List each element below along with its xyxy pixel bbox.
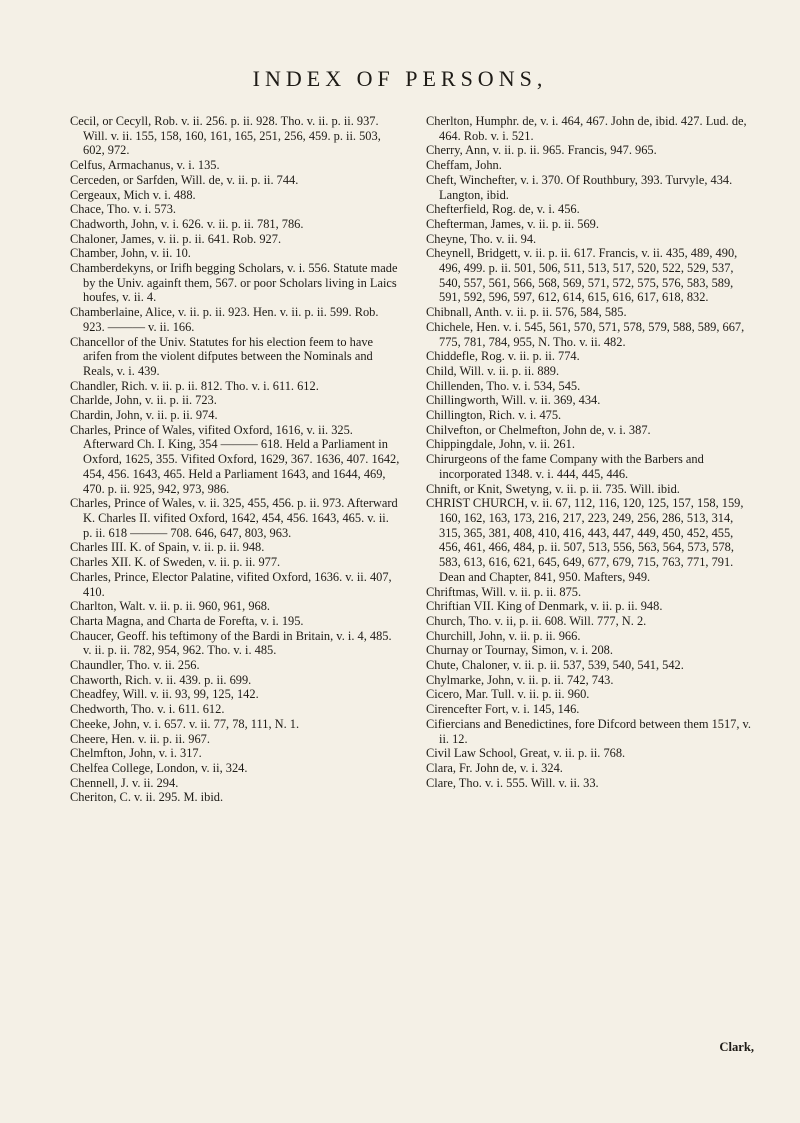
index-entry: Chamber, John, v. ii. 10. — [70, 246, 191, 261]
index-entry: Civil Law School, Great, v. ii. p. ii. 768. — [426, 746, 626, 761]
left-column — [70, 114, 400, 805]
index-entry: Chichele, Hen. v. i. 545, 561, 570, 571, 578, 579, 588, 589, 667, 775, 781, 784, 955, N. Tho. v. ii. 482. — [426, 319, 745, 349]
index-entry: Charlton, Walt. v. ii. p. ii. 960, 961, 968. — [70, 599, 270, 614]
index-entry: Cheft, Winchefter, v. i. 370. Of Routhbury, 393. Turvyle, 434. Langton, ibid. — [426, 172, 733, 202]
index-entry: Chilvefton, or Chelmefton, John de, v. i. 387. — [426, 422, 651, 437]
index-entry: Chefterman, James, v. ii. p. ii. 569. — [426, 216, 599, 231]
index-entry: Chnift, or Knit, Swetyng, v. ii. p. ii. 735. Will. ibid. — [426, 481, 680, 496]
index-entry: Chillingworth, Will. v. ii. 369, 434. — [426, 393, 601, 408]
index-entry: Chibnall, Anth. v. ii. p. ii. 576, 584, 585. — [426, 305, 627, 320]
index-entry: Chedworth, Tho. v. i. 611. 612. — [70, 702, 225, 717]
index-entry: Chaworth, Rich. v. ii. 439. p. ii. 699. — [70, 672, 252, 687]
index-entry: Cheffam, John. — [426, 158, 502, 173]
index-entry: Chaloner, James, v. ii. p. ii. 641. Rob. 927. — [70, 231, 282, 246]
index-entry: Chadworth, John, v. i. 626. v. ii. p. ii. 781, 786. — [70, 216, 304, 231]
index-entry: Church, Tho. v. ii, p. ii. 608. Will. 777, N. 2. — [426, 613, 647, 628]
index-entry: Chennell, J. v. ii. 294. — [70, 775, 179, 790]
index-entry: Chippingdale, John, v. ii. 261. — [426, 437, 575, 452]
index-entry: Chiddefle, Rog. v. ii. p. ii. 774. — [426, 349, 580, 364]
index-entry: Cheynell, Bridgett, v. ii. p. ii. 617. Francis, v. ii. 435, 489, 490, 496, 499. p. ii. 501, 506, 511, 513, 517, 520, 522, 529, 537, 540, 557, 561, 566, 568, 569, 571, 572, 575, 576, 583, 589, 591, 592, 596, 597, 612, 614, 615, 616, 617, 618, 832. — [426, 246, 738, 305]
index-entry: Chamberlaine, Alice, v. ii. p. ii. 923. Hen. v. ii. p. ii. 599. Rob. 923. ——— v. ii. 166. — [70, 305, 379, 334]
index-entry: Cheere, Hen. v. ii. p. ii. 967. — [70, 731, 210, 746]
index-entry: Cicero, Mar. Tull. v. ii. p. ii. 960. — [426, 687, 590, 702]
index-entry: Cirencefter Fort, v. i. 145, 146. — [426, 702, 580, 717]
index-entry: Charles III. K. of Spain, v. ii. p. ii. 948. — [70, 540, 265, 555]
index-entry: Chandler, Rich. v. ii. p. ii. 812. Tho. v. i. 611. 612. — [70, 378, 319, 393]
index-entry: Cherry, Ann, v. ii. p. ii. 965. Francis, 947. 965. — [426, 143, 657, 158]
page-header: INDEX OF PERSONS, — [252, 66, 548, 91]
index-entry: Churnay or Tournay, Simon, v. i. 208. — [426, 643, 613, 658]
index-entry: Clara, Fr. John de, v. i. 324. — [426, 760, 563, 775]
index-entry: Chelmfton, John, v. i. 317. — [70, 746, 202, 761]
catchword: Clark, — [719, 1040, 754, 1054]
index-entry: Cecil, or Cecyll, Rob. v. ii. 256. p. ii. 928. Tho. v. ii. p. ii. 937. Will. v. ii. 155, 158, 160, 161, 165, 251, 256, 459. p. ii. 503, 602, 972. — [70, 114, 381, 158]
index-entry: Chylmarke, John, v. ii. p. ii. 742, 743. — [426, 672, 614, 687]
index-entry: Chute, Chaloner, v. ii. p. ii. 537, 539, 540, 541, 542. — [426, 658, 684, 673]
index-entry: Cheadfey, Will. v. ii. 93, 99, 125, 142. — [70, 687, 259, 702]
index-entry: Chriftmas, Will. v. ii. p. ii. 875. — [426, 584, 582, 599]
index-entry: Cherlton, Humphr. de, v. i. 464, 467. John de, ibid. 427. Lud. de, 464. Rob. v. i. 521. — [426, 114, 747, 143]
index-entry: Cheyne, Tho. v. ii. 94. — [426, 231, 537, 246]
index-entry: Chardin, John, v. ii. p. ii. 974. — [70, 408, 218, 423]
index-entry: Cheriton, C. v. ii. 295. M. ibid. — [70, 790, 224, 805]
index-entry: Cheeke, John, v. i. 657. v. ii. 77, 78, 111, N. 1. — [70, 716, 300, 731]
index-entry: Charlde, John, v. ii. p. ii. 723. — [70, 393, 217, 408]
index-entry: Child, Will. v. ii. p. ii. 889. — [426, 363, 560, 378]
index-entry: CHRIST CHURCH, v. ii. 67, 112, 116, 120, 125, 157, 158, 159, 160, 162, 163, 173, 216, 217, 223, 249, 256, 286, 513, 314, 315, 365, 381, 408, 410, 416, 443, 447, 449, 450, 452, 455, 456, 461, 466, 484, p. ii. 507, 513, 556, 563, 564, 573, 578, 583, 613, 616, 621, 645, 649, 677, 679, 715, 763, 771, 791. Dean and Chapter, 841, 950. Mafters, 949. — [426, 496, 744, 584]
index-entry: Chaucer, Geoff. his teftimony of the Bardi in Britain, v. i. 4, 485. v. ii. p. ii. 782, 954, 962. Tho. v. i. 485. — [70, 628, 392, 658]
index-entry: Chelfea College, London, v. ii, 324. — [70, 760, 248, 775]
index-entry: Charles, Prince, Elector Palatine, vifited Oxford, 1636. v. ii. 407, 410. — [70, 569, 392, 599]
right-column — [426, 114, 756, 790]
index-entry: Cifiercians and Benedictines, fore Difcord between them 1517, v. ii. 12. — [426, 716, 752, 746]
index-entry: Charles, Prince of Wales, v. ii. 325, 455, 456. p. ii. 973. Afterward K. Charles II. vifited Oxford, 1642, 454, 456. 1643, 465. v. ii. p. ii. 618 ——— 708. 646, 647, 803, 963. — [70, 496, 398, 540]
index-entry: Charles, Prince of Wales, vifited Oxford, 1616, v. ii. 325. Afterward Ch. I. King, 354 ——— 618. Held a Parliament in Oxford, 1625, 355. Vifited Oxford, 1629, 367. 1636, 407. 1642, 454, 456. 1643, 465. Held a Parliament 1643, and 1644, 469, 470. p. ii. 925, 942, 973, 986. — [70, 422, 400, 496]
index-entry: Chillenden, Tho. v. i. 534, 545. — [426, 378, 581, 393]
index-entry: Charles XII. K. of Sweden, v. ii. p. ii. 977. — [70, 555, 281, 570]
index-entry: Chancellor of the Univ. Statutes for his election feem to have arifen from the violent difputes between the Nominals and Reals, v. i. 439. — [70, 334, 374, 378]
index-entry: Chefterfield, Rog. de, v. i. 456. — [426, 202, 580, 217]
index-entry: Chace, Tho. v. i. 573. — [70, 202, 176, 217]
index-entry: Chaundler, Tho. v. ii. 256. — [70, 658, 200, 673]
index-entry: Chriftian VII. King of Denmark, v. ii. p. ii. 948. — [426, 599, 663, 614]
index-entry: Chamberdekyns, or Irifh begging Scholars, v. i. 556. Statute made by the Univ. againft them, 567. or poor Scholars living in Laics houfes, v. ii. 4. — [70, 261, 398, 305]
index-entry: Cergeaux, Mich v. i. 488. — [70, 187, 196, 202]
index-entry: Clare, Tho. v. i. 555. Will. v. ii. 33. — [426, 775, 599, 790]
index-entry: Chillington, Rich. v. i. 475. — [426, 408, 562, 423]
index-entry: Chirurgeons of the fame Company with the Barbers and incorporated 1348. v. i. 444, 445, 446. — [426, 452, 704, 481]
index-entry: Charta Magna, and Charta de Forefta, v. i. 195. — [70, 613, 304, 628]
index-entry: Celfus, Armachanus, v. i. 135. — [70, 158, 220, 173]
index-entry: Cerceden, or Sarfden, Will. de, v. ii. p. ii. 744. — [70, 172, 299, 187]
index-entry: Churchill, John, v. ii. p. ii. 966. — [426, 628, 581, 643]
